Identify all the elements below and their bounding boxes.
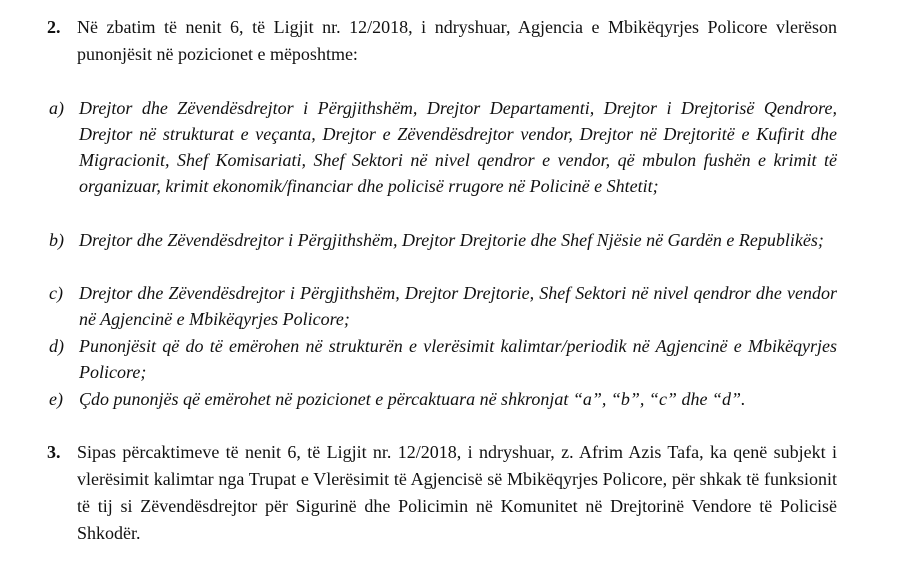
list-item-b xyxy=(49,227,837,253)
paragraph-text: Sipas përcaktimeve të nenit 6, të Ligjit nr. 12/2018, i ndryshuar, z. Afrim Azis Tafa, ka qenë subjekt i vlerësimit kalimtar nga Trupat e Vlerësimit të Agjencisë së Mbikëqyrjes Policore, për shkak të funksionit të tij si Zëvendësdrejtor për Sigurinë dhe Policimin në Komunitet në Drejtorinë Vendore të Policisë Shkodër. xyxy=(77,442,837,543)
list-item-text: Punonjësit që do të emërohen në strukturën e vlerësimit kalimtar/periodik në Agjencinë e Mbikëqyrjes Policore; xyxy=(79,336,837,382)
list-item-text: Drejtor dhe Zëvendësdrejtor i Përgjithshëm, Drejtor Departamenti, Drejtor i Drejtorisë Qendrore, Drejtor në strukturat e veçanta, Drejtor e Zëvendësdrejtor vendor, Drejtor në Drejtoritë e Kufirit dhe Migracionit, Shef Komisariati, Shef Sektori në nivel qendror e vendor, që mbulon fushën e krimit të organizuar, krimit ekonomik/financiar dhe policisë rrugore në Policinë e Shtetit; xyxy=(79,98,837,196)
list-item-a xyxy=(49,95,837,199)
paragraph-2 xyxy=(47,14,837,68)
paragraph-number: 3. xyxy=(47,442,61,462)
paragraph-text: Në zbatim të nenit 6, të Ligjit nr. 12/2018, i ndryshuar, Agjencia e Mbikëqyrjes Policore vlerëson punonjësit në pozicionet e mëposhtme: xyxy=(77,17,837,64)
list-item-d xyxy=(49,333,837,385)
list-item-text: Drejtor dhe Zëvendësdrejtor i Përgjithshëm, Drejtor Drejtorie dhe Shef Njësie në Gardën e Republikës; xyxy=(79,230,824,250)
list-marker: c) xyxy=(49,283,63,303)
paragraph-3 xyxy=(47,439,837,547)
list-marker: a) xyxy=(49,98,64,118)
list-item-c xyxy=(49,280,837,332)
list-item-text: Drejtor dhe Zëvendësdrejtor i Përgjithshëm, Drejtor Drejtorie, Shef Sektori në nivel qendror dhe vendor në Agjencinë e Mbikëqyrjes Policore; xyxy=(79,283,837,329)
list-item-e xyxy=(49,386,837,412)
list-marker: d) xyxy=(49,336,64,356)
list-marker: e) xyxy=(49,389,63,409)
list-item-text: Çdo punonjës që emërohet në pozicionet e përcaktuara në shkronjat “a”, “b”, “c” dhe “d”. xyxy=(79,389,746,409)
paragraph-number: 2. xyxy=(47,17,61,37)
list-marker: b) xyxy=(49,230,64,250)
